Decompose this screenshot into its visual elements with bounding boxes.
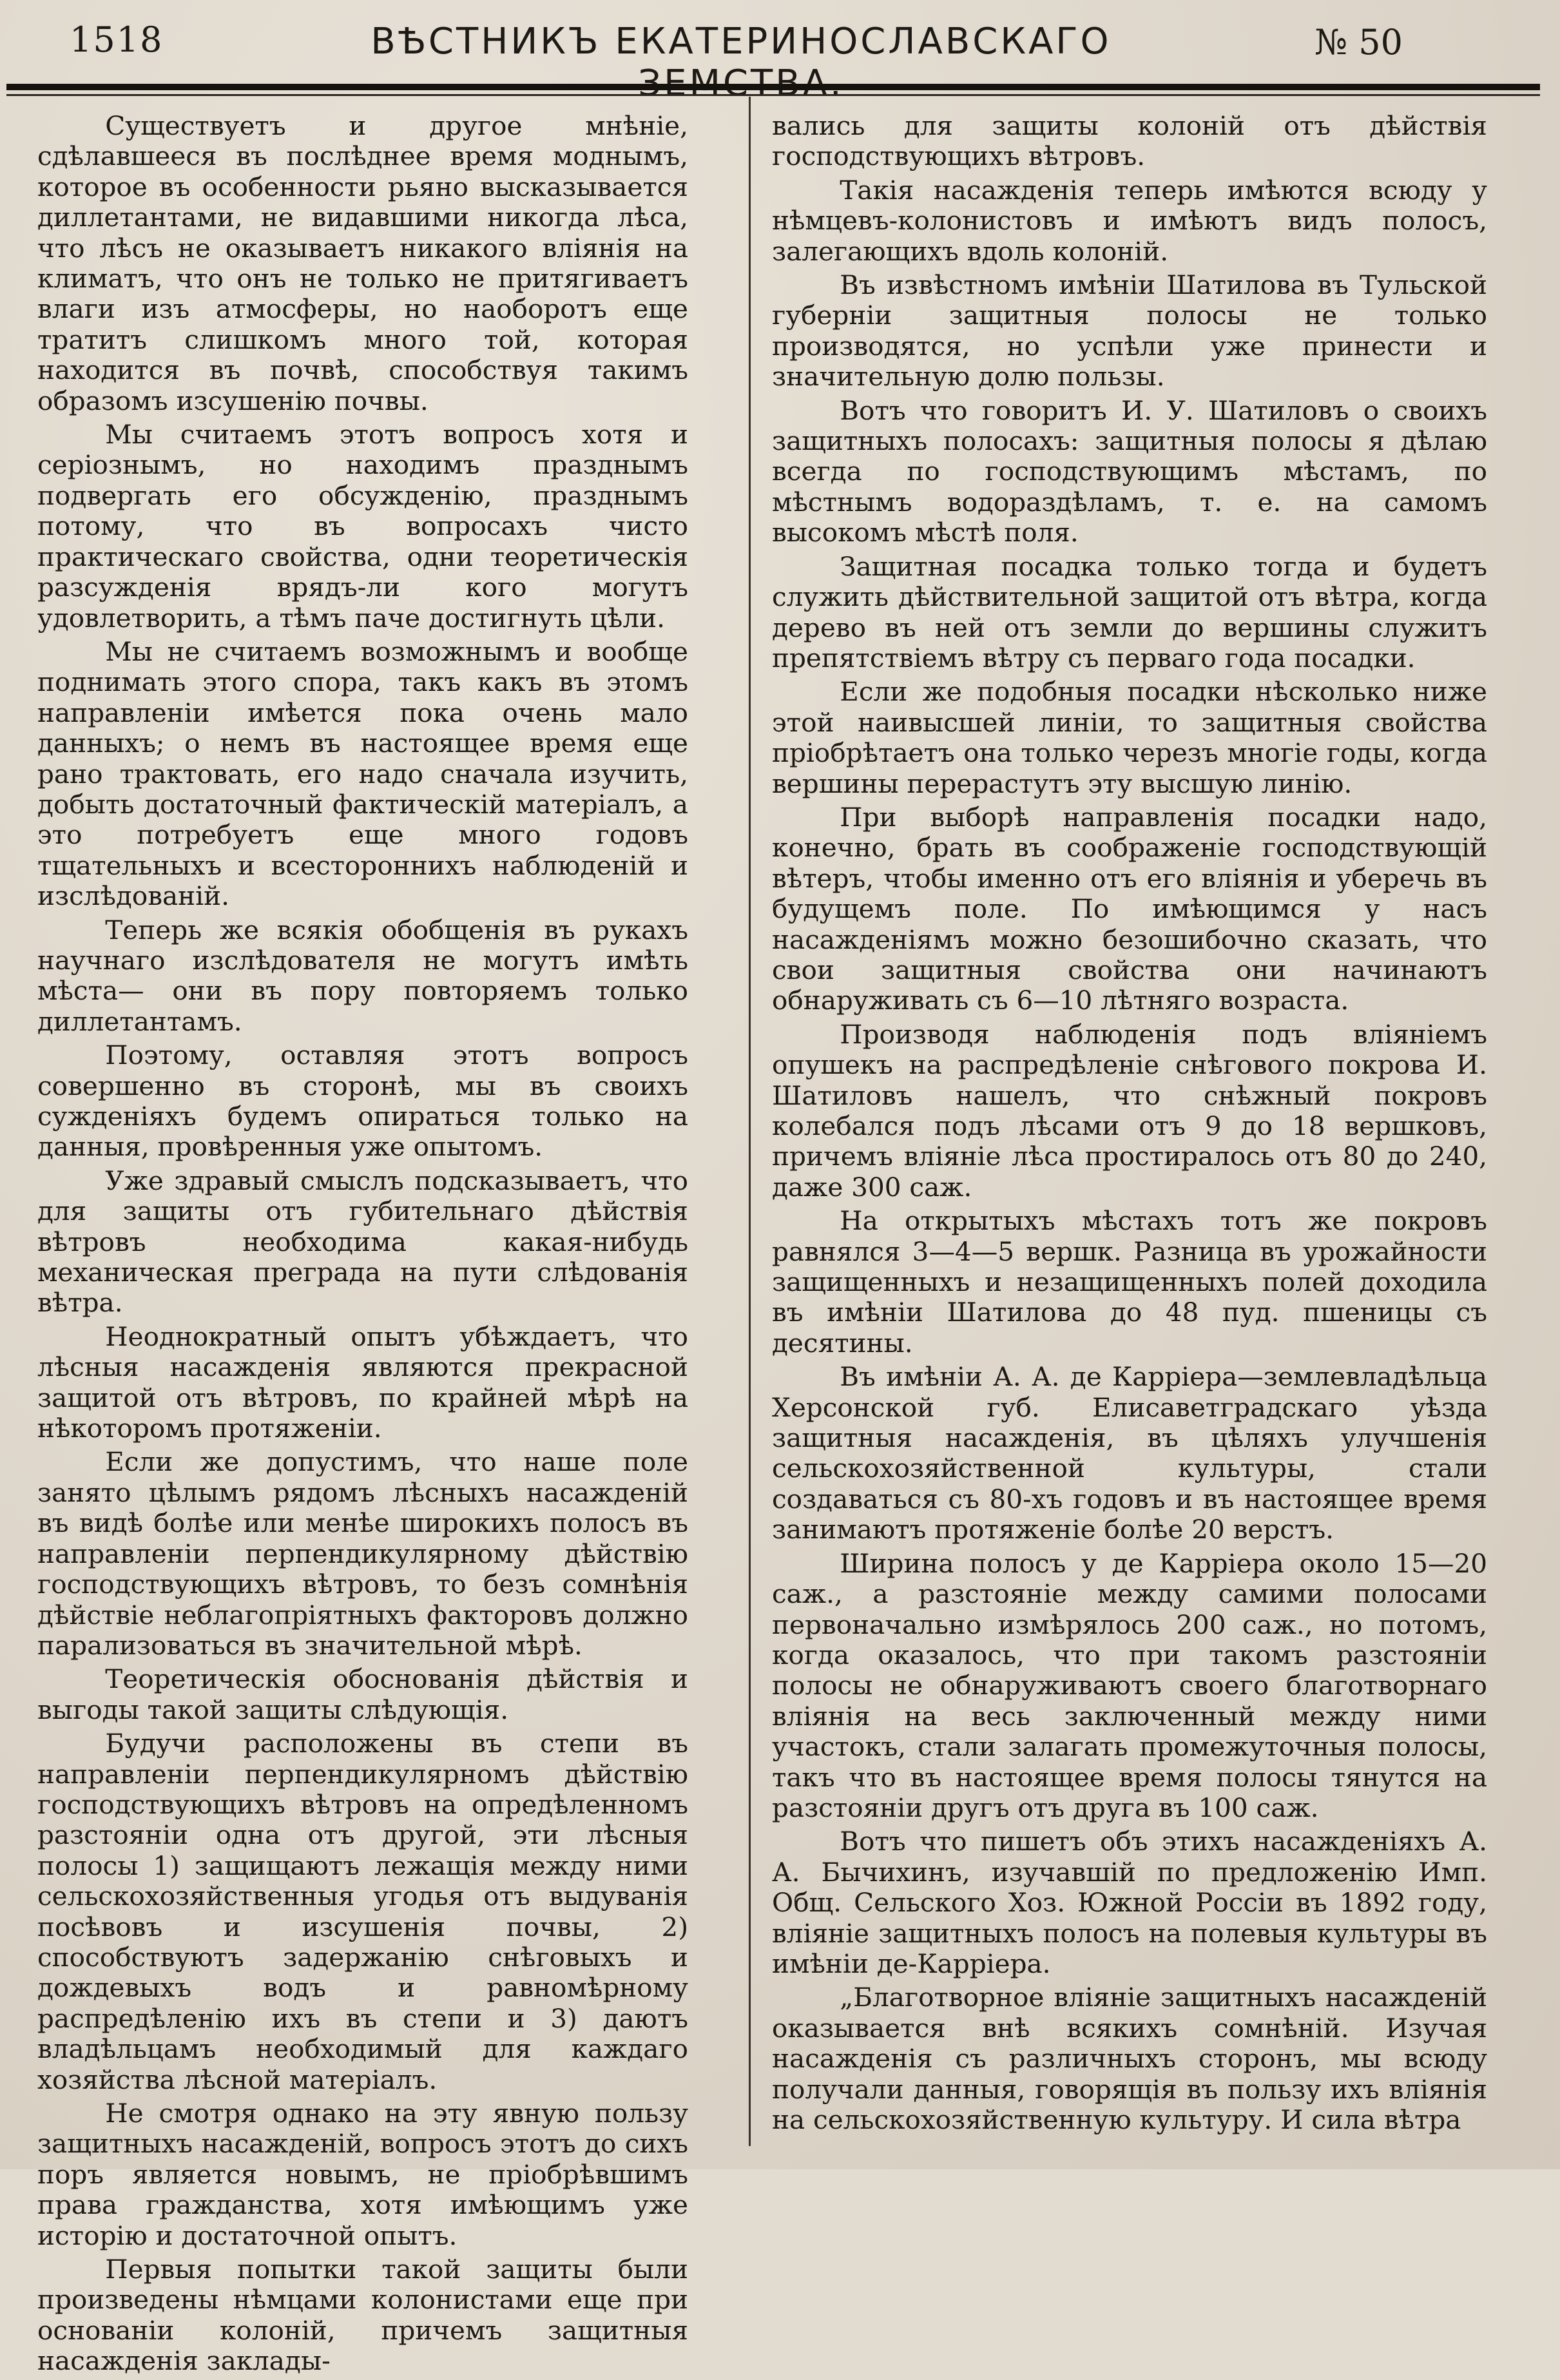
column-divider	[749, 97, 751, 2146]
paragraph: Такія насажденія теперь имѣются всюду у нѣмцевъ-колонистовъ и имѣютъ видъ полосъ, залегающихъ вдоль колоній.	[772, 174, 1487, 267]
paragraph: Будучи расположены въ степи въ направленіи перпендикулярномъ дѣйствію господствующихъ вѣтровъ на опредѣленномъ разстояніи одна отъ другой, эти лѣсныя полосы 1) защищаютъ лежащія между ними сельскохозяйственныя угодья отъ выдуванія посѣвовъ и изсушенія почвы, 2) способствуютъ задержанію снѣговыхъ и дождевыхъ водъ и равномѣрному распредѣленію ихъ въ степи и 3) даютъ владѣльцамъ необходимый для каждаго хозяйства лѣсной матеріалъ.	[37, 1728, 688, 2095]
journal-title: ВѢСТНИКЪ ЕКАТЕРИНОСЛАВСКАГО	[371, 21, 1112, 63]
paragraph: На открытыхъ мѣстахъ тотъ же покровъ равнялся 3—4—5 вершк. Разница въ урожайности защищенныхъ и незащищенныхъ полей доходила въ имѣніи Шатилова до 48 пуд. пшеницы съ десятины.	[772, 1205, 1487, 1359]
paragraph: При выборѣ направленія посадки надо, конечно, брать въ соображеніе господствующій вѣтеръ, чтобы именно отъ его вліянія и уберечь въ будущемъ поле. По имѣющимся у насъ насажденіямъ можно безошибочно сказать, что свои защитныя свойства они начинаютъ обнаруживать съ 6—10 лѣтняго возраста.	[772, 801, 1487, 1016]
paragraph: Уже здравый смыслъ подсказываетъ, что для защиты отъ губительнаго дѣйствія вѣтровъ необходима какая-нибудь механическая преграда на пути слѣдованія вѣтра.	[37, 1165, 688, 1319]
paragraph: Ширина полосъ у де Карріера около 15—20 саж., а разстояніе между самими полосами первоначально измѣрялось 200 саж., но потомъ, когда оказалось, что при такомъ разстояніи полосы не обнаруживаютъ своего благотворнаго вліянія на весь заключенный между ними участокъ, стали залагать промежуточныя полосы, такъ что въ настоящее время полосы тянутся на разстояніи другъ отъ друга въ 100 саж.	[772, 1547, 1487, 1823]
paragraph: Въ извѣстномъ имѣніи Шатилова въ Тульской губерніи защитныя полосы не только производятся, но успѣли уже принести и значительную долю пользы.	[772, 269, 1487, 392]
paragraph: Въ имѣніи А. А. де Карріера—землевладѣльца Херсонской губ. Елисаветградскаго уѣзда защитныя насажденія, въ цѣляхъ улучшенія сельскохозяйственной культуры, стали создаваться съ 80-хъ годовъ и въ настоящее время занимаютъ протяженіе болѣе 20 верстъ.	[772, 1361, 1487, 1545]
paragraph: Если же допустимъ, что наше поле занято цѣлымъ рядомъ лѣсныхъ насажденій въ видѣ болѣе или менѣе широкихъ полосъ въ направленіи перпендикулярному дѣйствію господствующихъ вѣтровъ, то безъ сомнѣнія дѣйствіе неблагопріятныхъ факторовъ должно парализоваться въ значительной мѣрѣ.	[37, 1446, 688, 1661]
paragraph: Существуетъ и другое мнѣніе, сдѣлавшееся въ послѣднее время моднымъ, которое въ особенности рьяно высказывается диллетантами, не видавшими никогда лѣса, что лѣсъ не оказываетъ никакого вліянія на климатъ, что онъ не только не притягиваетъ влаги изъ атмосферы, но наоборотъ еще тратитъ слишкомъ много той, которая находится въ почвѣ, способствуя такимъ образомъ изсушенію почвы.	[37, 110, 688, 416]
header-rule-thin	[6, 94, 1540, 96]
paragraph: Теперь же всякія обобщенія въ рукахъ научнаго изслѣдователя не могутъ имѣть мѣста— они въ пору повторяемъ только диллетантамъ.	[37, 914, 688, 1037]
page-number: 1518	[70, 19, 164, 60]
paragraph: Неоднократный опытъ убѣждаетъ, что лѣсныя насажденія являются прекрасной защитой отъ вѣтровъ, по крайней мѣрѣ на нѣкоторомъ протяженіи.	[37, 1321, 688, 1444]
paragraph: Вотъ что пишетъ объ этихъ насажденіяхъ А. А. Бычихинъ, изучавшій по предложенію Имп. Общ. Сельского Хоз. Южной Россіи въ 1892 году, вліяніе защитныхъ полосъ на полевыя культуры въ имѣніи де-Карріера.	[772, 1826, 1487, 1979]
paragraph: Вотъ что говоритъ И. У. Шатиловъ о своихъ защитныхъ полосахъ: защитныя полосы я дѣлаю всегда по господствующимъ мѣстамъ, по мѣстнымъ водораздѣламъ, т. е. на самомъ высокомъ мѣстѣ поля.	[772, 394, 1487, 548]
paragraph: Мы считаемъ этотъ вопросъ хотя и серіознымъ, но находимъ празднымъ подвергать его обсужденію, празднымъ потому, что въ вопросахъ чисто практическаго свойства, одни теоретическія разсужденія врядъ-ли кого могутъ удовлетворить, а тѣмъ паче достигнуть цѣли.	[37, 419, 688, 634]
paragraph: Поэтому, оставляя этотъ вопросъ совершенно въ сторонѣ, мы въ своихъ сужденіяхъ будемъ опираться только на данныя, провѣренныя уже опытомъ.	[37, 1040, 688, 1163]
paragraph: Мы не считаемъ возможнымъ и вообще поднимать этого спора, такъ какъ въ этомъ направленіи имѣется пока очень мало данныхъ; о немъ въ настоящее время еще рано трактовать, его надо сначала изучить, добыть достаточный фактическій матеріалъ, а это потребуетъ еще много годовъ тщательныхъ и всестороннихъ наблюденій и изслѣдованій.	[37, 635, 688, 912]
paragraph: Производя наблюденія подъ вліяніемъ опушекъ на распредѣленіе снѣгового покрова И. Шатиловъ нашелъ, что снѣжный покровъ колебался подъ лѣсами отъ 9 до 18 вершковъ, причемъ вліяніе лѣса простиралось отъ 80 до 240, даже 300 саж.	[772, 1018, 1487, 1203]
left-column	[37, 111, 688, 2380]
paragraph: Теоретическія обоснованія дѣйствія и выгоды такой защиты слѣдующія.	[37, 1663, 688, 1725]
paragraph: Защитная посадка только тогда и будетъ служить дѣйствительной защитой отъ вѣтра, когда дерево въ ней отъ земли до вершины служитъ препятствіемъ вѣтру съ перваго года посадки.	[772, 550, 1487, 673]
header-rule-thick	[6, 84, 1540, 90]
paragraph: Первыя попытки такой защиты были произведены нѣмцами колонистами еще при основаніи колоній, причемъ защитныя насажденія заклады-	[37, 2254, 688, 2377]
paragraph: „Благотворное вліяніе защитныхъ насажденій оказывается внѣ всякихъ сомнѣній. Изучая насажденія съ различныхъ сторонъ, мы всюду получали данныя, говорящія въ пользу ихъ вліянія на сельскохозяйственную культуру. И сила вѣтра	[772, 1982, 1487, 2135]
paragraph-continuation: вались для защиты колоній отъ дѣйствія господствующихъ вѣтровъ.	[772, 110, 1487, 172]
right-column	[772, 111, 1487, 2138]
page-header	[0, 0, 1560, 90]
issue-number: № 50	[1314, 22, 1403, 63]
paragraph: Не смотря однако на эту явную пользу защитныхъ насажденій, вопросъ этотъ до сихъ поръ является новымъ, не пріобрѣвшимъ права гражданства, хотя имѣющимъ уже исторію и достаточной опытъ.	[37, 2098, 688, 2251]
paragraph: Если же подобныя посадки нѣсколько ниже этой наивысшей линіи, то защитныя свойства пріобрѣтаетъ она только черезъ многіе годы, когда вершины перерастутъ эту высшую линію.	[772, 676, 1487, 799]
